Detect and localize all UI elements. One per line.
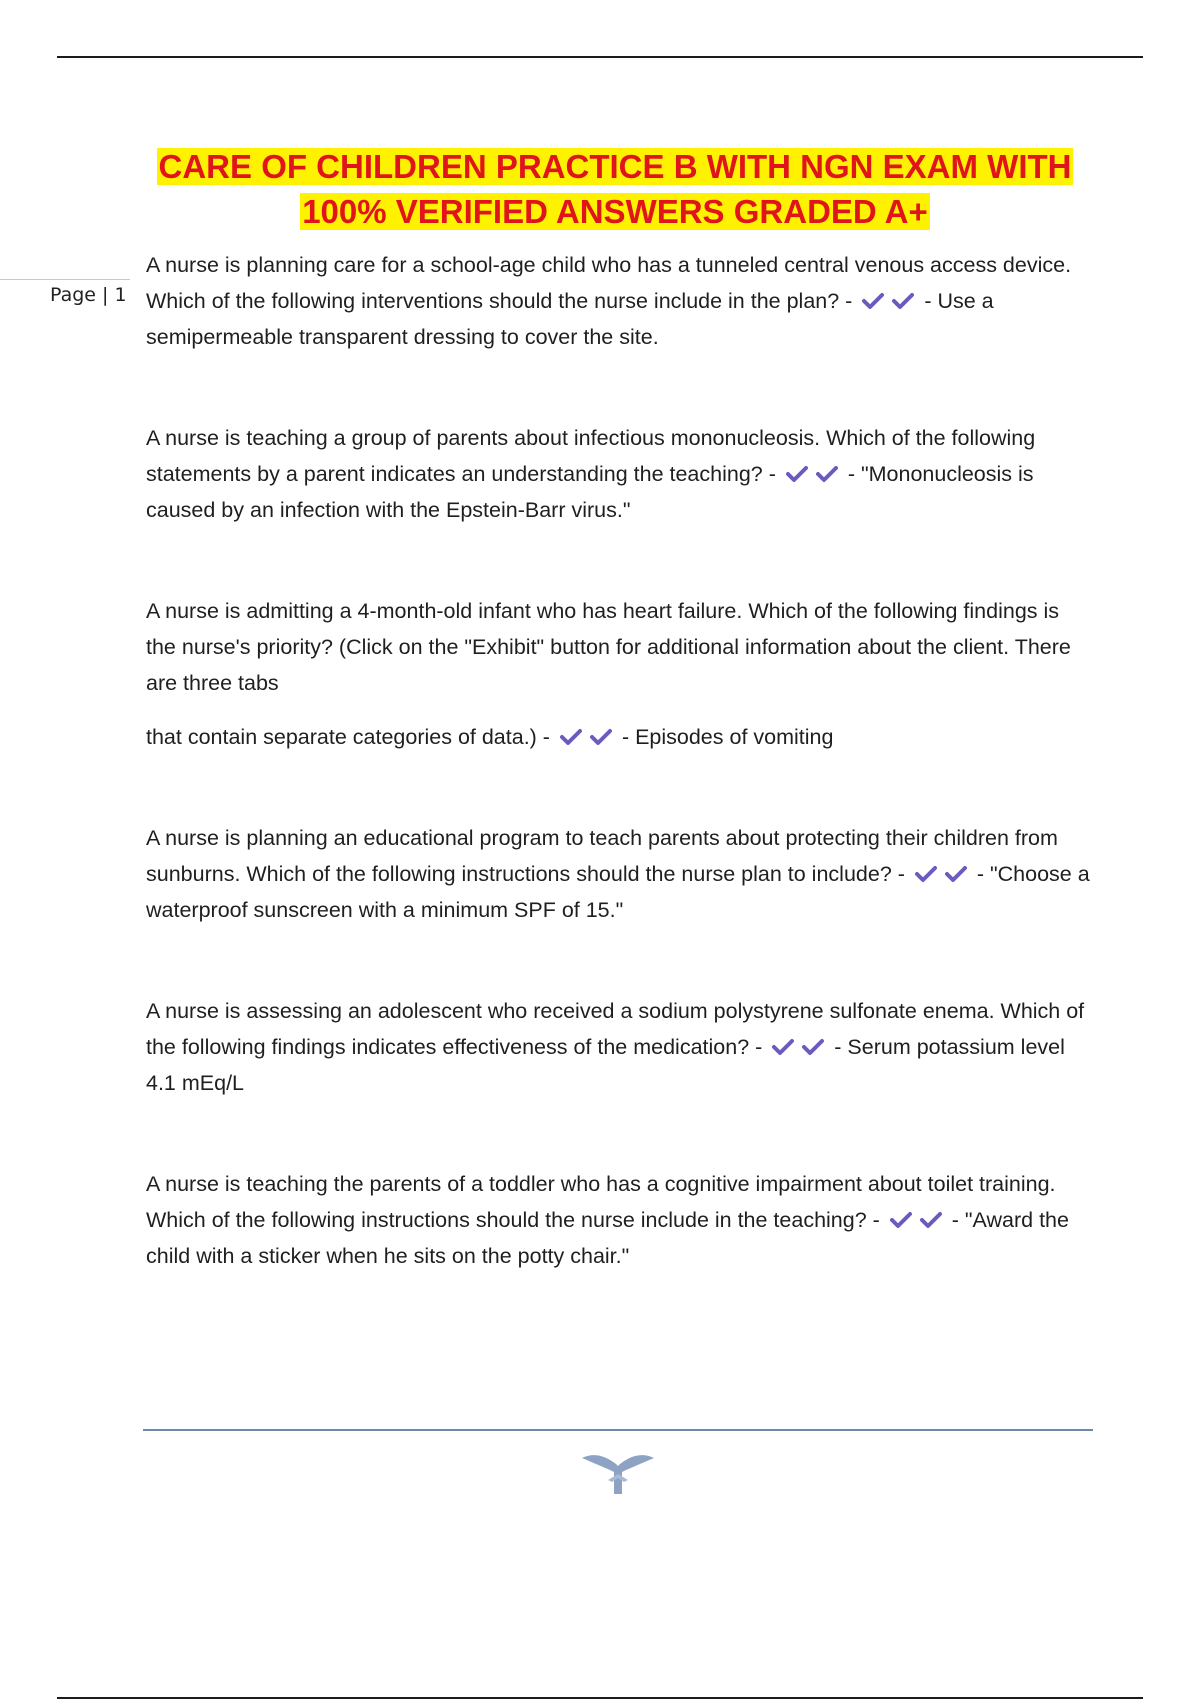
qa-item-2 bbox=[146, 420, 1091, 528]
question-text: A nurse is teaching the parents of a toddler who has a cognitive impairment about toilet training. Which of the following instructions should the nurse include in the teaching? - bbox=[146, 1172, 1056, 1232]
question-text: A nurse is admitting a 4-month-old infant who has heart failure. Which of the following findings is the nurse's priority? (Click on the "Exhibit" button for additional information about the client. There are three tabs bbox=[146, 599, 1071, 695]
checkmark-icon bbox=[914, 865, 938, 883]
answer-text: - "Award the child with a sticker when he sits on the potty chair." bbox=[146, 1208, 1069, 1268]
qa-item-3 bbox=[146, 593, 1091, 755]
page-bottom-rule bbox=[57, 1697, 1143, 1699]
answer-text: - "Choose a waterproof sunscreen with a minimum SPF of 15." bbox=[146, 862, 1090, 922]
question-text-continued: that contain separate categories of data.) - bbox=[146, 725, 550, 749]
checkmark-icon bbox=[815, 465, 839, 483]
margin-rule bbox=[0, 279, 130, 280]
question-text: A nurse is planning care for a school-age child who has a tunneled central venous access device. Which of the following interventions should the nurse include in the plan? - bbox=[146, 253, 1072, 313]
checkmark-icon bbox=[589, 728, 613, 746]
checkmark-icon bbox=[559, 728, 583, 746]
question-text: A nurse is teaching a group of parents about infectious mononucleosis. Which of the following statements by a parent indicates an understanding the teaching? - bbox=[146, 426, 1036, 486]
qa-item-4 bbox=[146, 820, 1091, 928]
header-rule bbox=[57, 56, 1143, 58]
answer-text: - Episodes of vomiting bbox=[621, 725, 834, 749]
checkmark-icon bbox=[801, 1038, 825, 1056]
footer-rule bbox=[143, 1429, 1093, 1431]
answer-text: - Use a semipermeable transparent dressing to cover the site. bbox=[146, 289, 994, 349]
checkmark-icon bbox=[771, 1038, 795, 1056]
qa-item-1 bbox=[146, 247, 1091, 355]
question-text: A nurse is planning an educational program to teach parents about protecting their children from sunburns. Which of the following instructions should the nurse plan to include? - bbox=[146, 826, 1058, 886]
qa-item-6 bbox=[146, 1166, 1091, 1274]
checkmark-icon bbox=[889, 1211, 913, 1229]
checkmark-icon bbox=[944, 865, 968, 883]
question-text: A nurse is assessing an adolescent who received a sodium polystyrene sulfonate enema. Which of the following findings indicates effectiveness of the medication? - bbox=[146, 999, 1085, 1059]
answer-text: - Serum potassium level 4.1 mEq/L bbox=[146, 1035, 1065, 1095]
checkmark-icon bbox=[785, 465, 809, 483]
logo-icon bbox=[578, 1444, 658, 1500]
checkmark-icon bbox=[891, 292, 915, 310]
document-title bbox=[130, 144, 1100, 234]
title-line-1: CARE OF CHILDREN PRACTICE B WITH NGN EXAM WITH bbox=[158, 148, 1072, 185]
page-number: Page | 1 bbox=[50, 284, 127, 306]
question-continuation bbox=[146, 719, 1091, 755]
title-line-2: 100% VERIFIED ANSWERS GRADED A+ bbox=[302, 193, 928, 230]
qa-list bbox=[146, 247, 1091, 1274]
checkmark-icon bbox=[919, 1211, 943, 1229]
qa-item-5 bbox=[146, 993, 1091, 1101]
answer-text: - "Mononucleosis is caused by an infection with the Epstein-Barr virus." bbox=[146, 462, 1034, 522]
checkmark-icon bbox=[861, 292, 885, 310]
